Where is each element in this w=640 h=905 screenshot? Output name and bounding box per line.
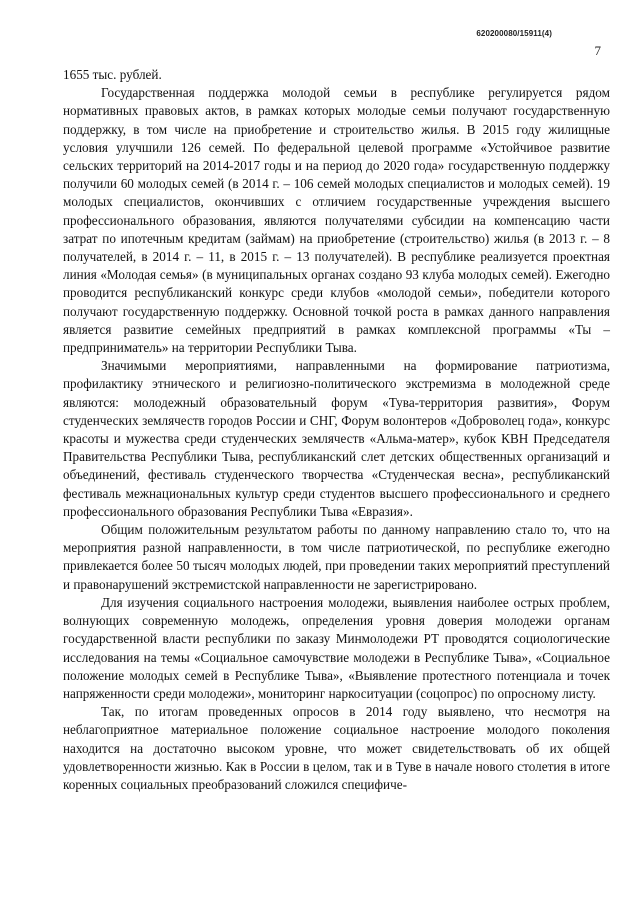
paragraph-patriotism-events: Значимыми мероприятиями, направленными на формирование патриотизма, профилактику этнического и религиозно-политического экстремизма в молодежной среде являются: молодежный образовательный форум «Тува-территория развития», Форум студенческих землячеств городов России и СНГ, Форум волонтеров «Доброволец года», конкурс красоты и мужества среди студенческих землячеств «Альма-матер», кубок КВН Председателя Правительства Республики Тыва, республиканский слет детских общественных организаций и объединений, фестиваль студенческого творчества «Студенческая весна», республиканский фестиваль межнациональных культур среди студентов высшего профессионального и среднего профессионального образования Республики Тыва «Евразия». <box>63 358 610 519</box>
paragraph-young-family-support: Государственная поддержка молодой семьи в республике регулируется рядом нормативных правовых актов, в рамках которых молодые семьи получают государственную поддержку, в том числе на приобретение и строительство жилья. В 2015 году жилищные условия улучшили 126 семей. По федеральной целевой программе «Устойчивое развитие сельских территорий на 2014-2017 годы и на период до 2020 года» государственную поддержку получили 60 молодых семей (в 2014 г. – 106 семей молодых специалистов и молодых семей). 19 молодых специалистов, окончивших с отличием государственные учреждения высшего профессионального образования, являются получателями субсидии на компенсацию части затрат по ипотечным кредитам (займам) на приобретение (строительство) жилья (в 2013 г. – 8 получателей, в 2014 г. – 11, в 2015 г. – 13 получателей). В республике реализуется проектная линия «Молодая семья» (в муниципальных органах создано 93 клуба молодых семей). Ежегодно проводится республиканский конкурс среди клубов «молодой семьи», победители которого получают государственную поддержку. Основной точкой роста в рамках данного направления является развитие семейных предприятий в рамках комплексной программы «Ты – предприниматель» на территории Республики Тыва. <box>63 85 610 356</box>
body-text <box>63 66 610 794</box>
paragraph-survey-results: Так, по итогам проведенных опросов в 2014 году выявлено, что несмотря на неблагоприятное материальное положение социальное настроение молодого поколения находится на достаточно высоком уровне, что может свидетельствовать об их общей удовлетворенности жизнью. Как в России в целом, так и в Туве в начале нового столетия в итоге коренных социальных преобразований сложился специфиче- <box>63 704 610 792</box>
page-number: 7 <box>594 43 601 58</box>
paragraph-continuation: 1655 тыс. рублей. <box>63 67 162 82</box>
paragraph-overall-result: Общим положительным результатом работы по данному направлению стало то, что на мероприятия разной направленности, в том числе патриотической, по республике ежегодно привлекается более 50 тысяч молодых людей, при проведении таких мероприятий преступлений и правонарушений экстремистской направленности не зарегистрировано. <box>63 522 610 592</box>
document-code: 620200080/15911(4) <box>476 29 552 38</box>
paragraph-sociological-research: Для изучения социального настроения молодежи, выявления наиболее острых проблем, волнующих современную молодежь, определения уровня доверия молодежи органам государственной власти республики по заказу Минмолодежи РТ проводятся социологические исследования на темы «Социальное самочувствие молодежи в Республике Тыва», «Социальное положение молодых семей в Республике Тыва», «Выявление протестного потенциала и точек напряженности среди молодежи», мониторинг наркоситуации (соцопрос) по опросному листу. <box>63 594 610 701</box>
